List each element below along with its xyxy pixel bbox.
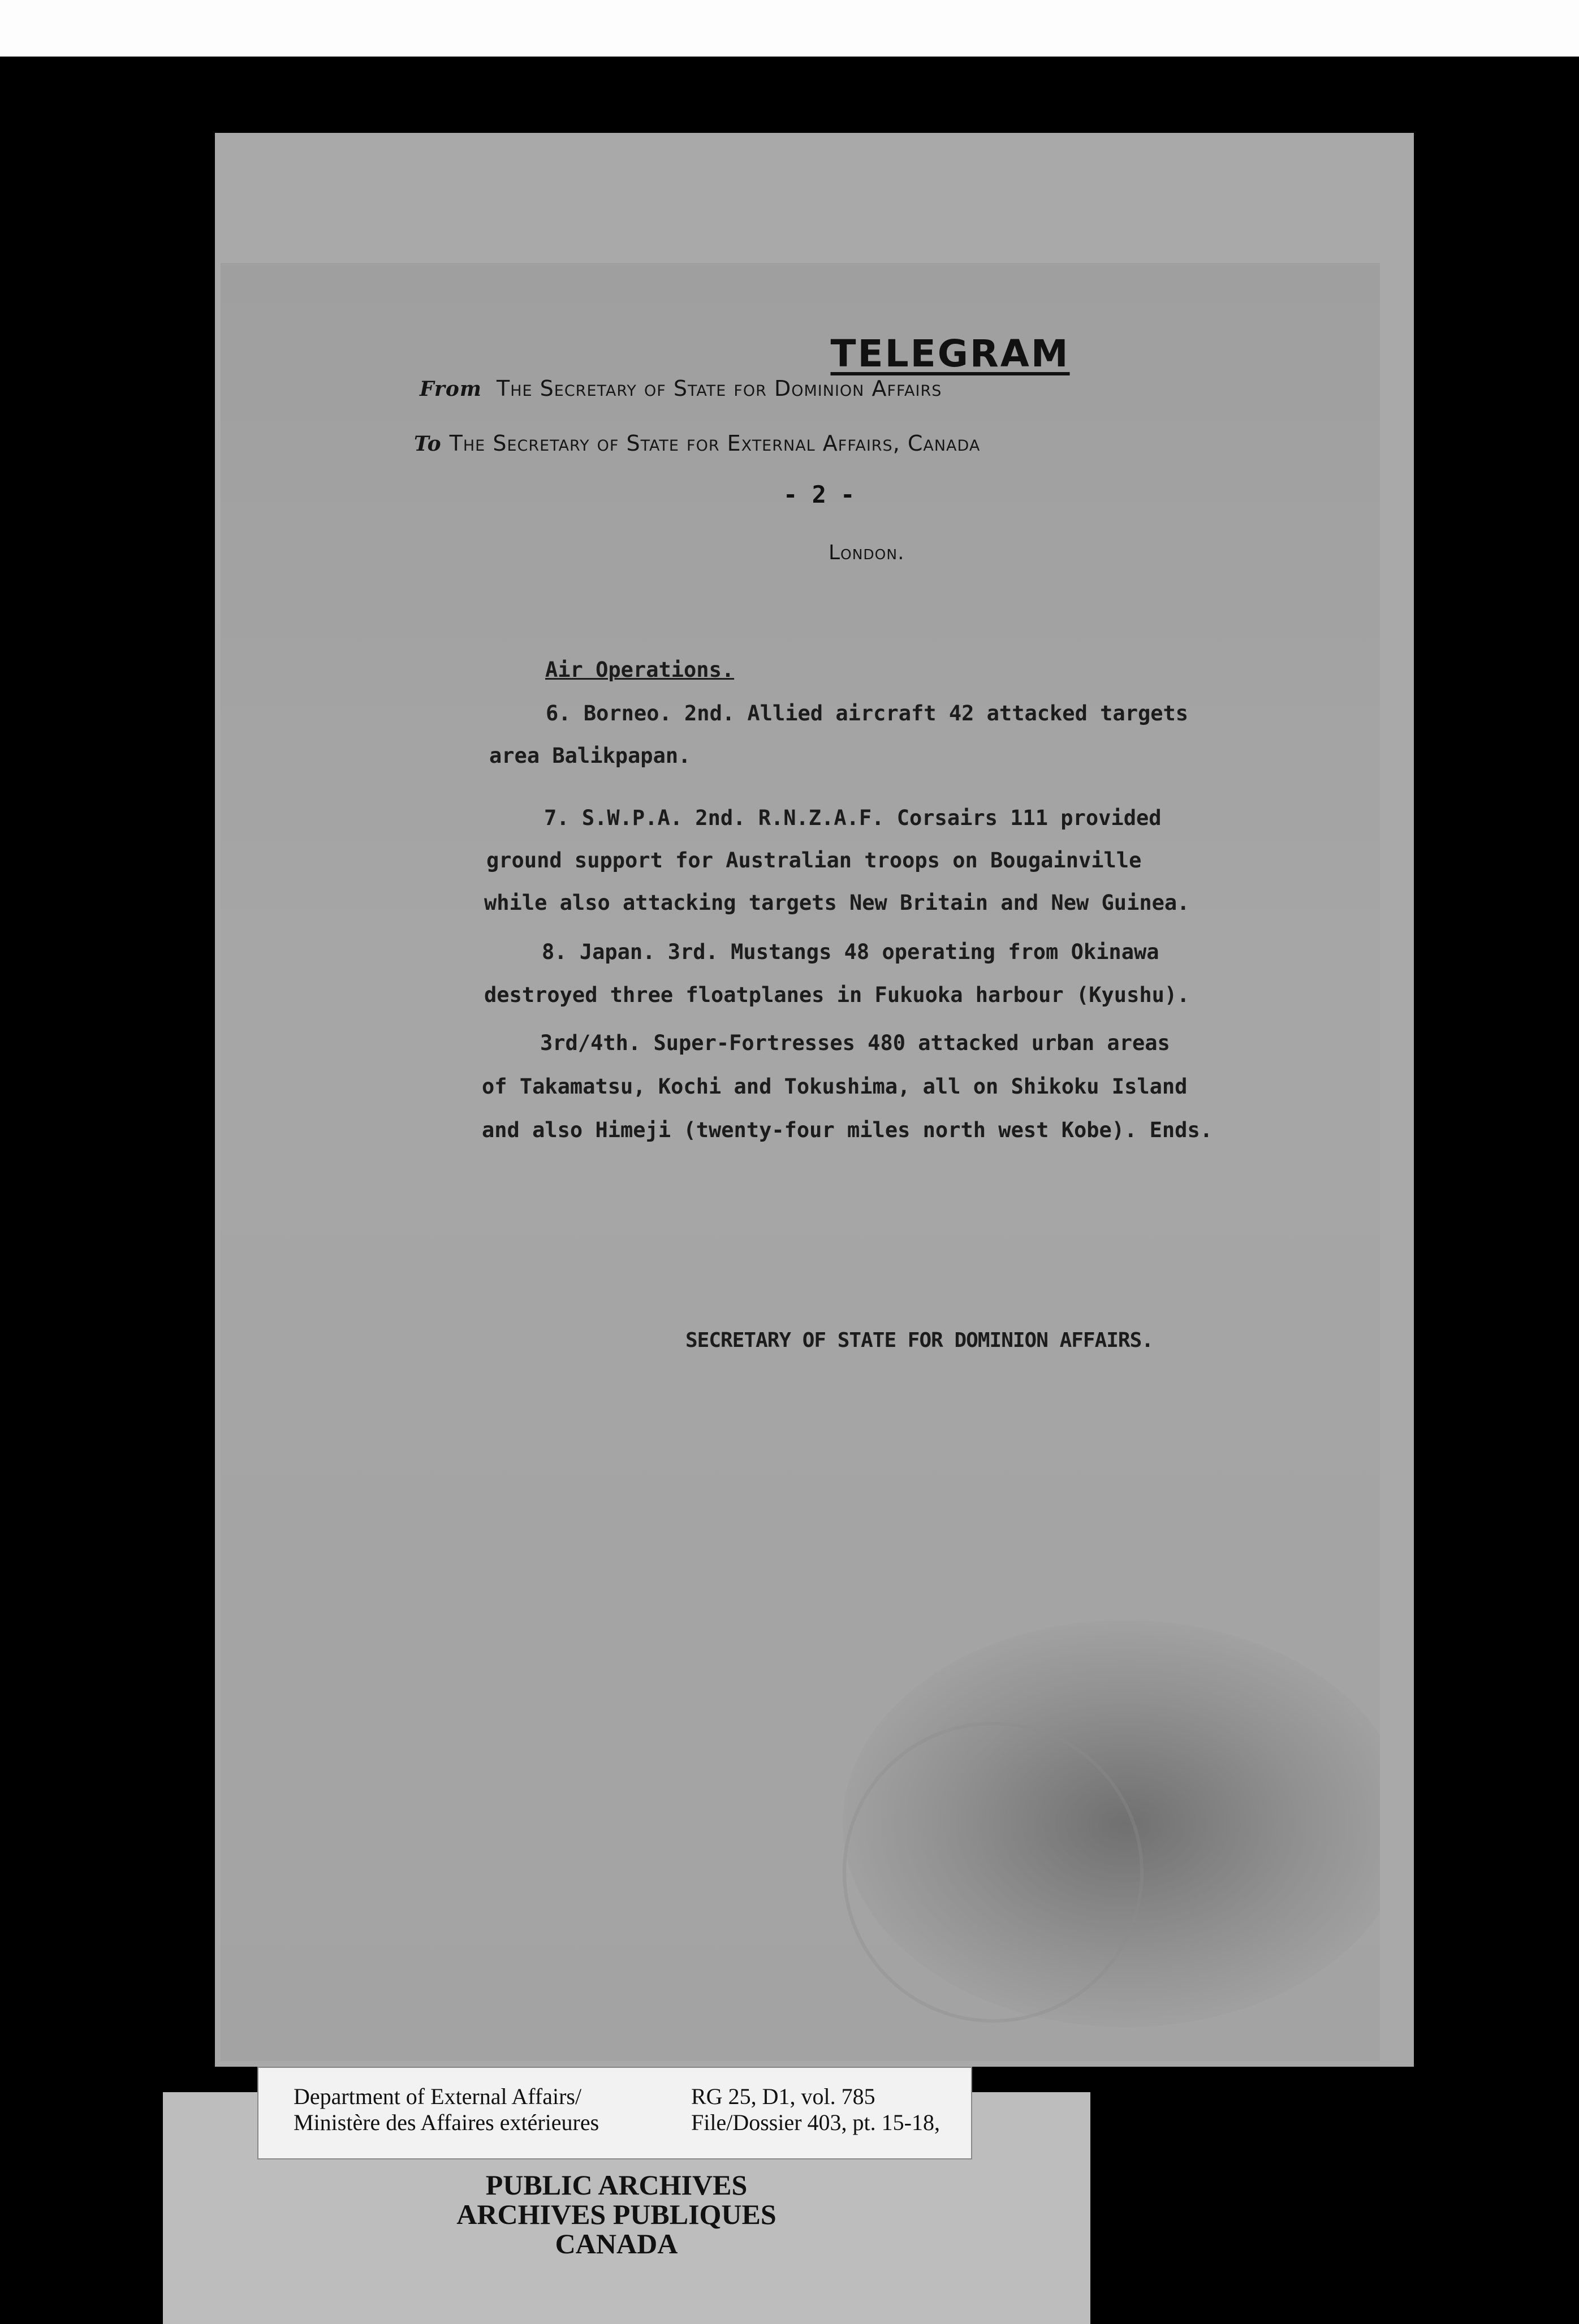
page-number: - 2 - (783, 481, 855, 508)
from-text: The Secretary of State for Dominion Affairs (497, 376, 942, 401)
to-line (414, 431, 980, 456)
place-line: London. (829, 541, 905, 564)
stamp-line-1: PUBLIC ARCHIVES (485, 2169, 748, 2201)
body-line: ground support for Australian troops on Bougainville (486, 848, 1142, 872)
ref-line-1: RG 25, D1, vol. 785 (691, 2084, 875, 2109)
body-line: and also Himeji (twenty-four miles north west Kobe). Ends. (482, 1118, 1213, 1142)
from-label: From (420, 377, 482, 401)
watermark-seal (843, 1722, 1144, 2023)
body-line: while also attacking targets New Britain and New Guinea. (484, 891, 1190, 915)
body-line: 3rd/4th. Super-Fortresses 480 attacked urban areas (540, 1031, 1170, 1055)
from-line (420, 376, 942, 401)
body-line: 8. Japan. 3rd. Mustangs 48 operating from Okinawa (542, 940, 1159, 964)
section-title: Air Operations. (545, 658, 735, 682)
body-line: 6. Borneo. 2nd. Allied aircraft 42 attacked targets (546, 701, 1189, 725)
signature-line: SECRETARY OF STATE FOR DOMINION AFFAIRS. (685, 1329, 1153, 1352)
to-text: The Secretary of State for External Affairs, Canada (449, 431, 981, 456)
body-line: destroyed three floatplanes in Fukuoka harbour (Kyushu). (484, 983, 1190, 1007)
body-line: of Takamatsu, Kochi and Tokushima, all on Shikoku Island (482, 1074, 1188, 1099)
stamp-line-2: ARCHIVES PUBLIQUES (456, 2198, 776, 2230)
telegram-heading: TELEGRAM (830, 332, 1070, 375)
ref-line-2: File/Dossier 403, pt. 15-18, (691, 2110, 940, 2135)
body-line: 7. S.W.P.A. 2nd. R.N.Z.A.F. Corsairs 111 provided (544, 806, 1162, 830)
archive-reference-card (257, 2067, 972, 2159)
dept-en: Department of External Affairs/ (294, 2084, 582, 2109)
telegram-sheet (221, 263, 1380, 2061)
to-label: To (414, 432, 442, 456)
scan-border-top (0, 0, 1579, 57)
dept-fr: Ministère des Affaires extérieures (294, 2110, 599, 2135)
body-line: area Balikpapan. (489, 744, 691, 768)
public-archives-stamp (396, 2170, 837, 2258)
stamp-line-3: CANADA (555, 2228, 678, 2260)
